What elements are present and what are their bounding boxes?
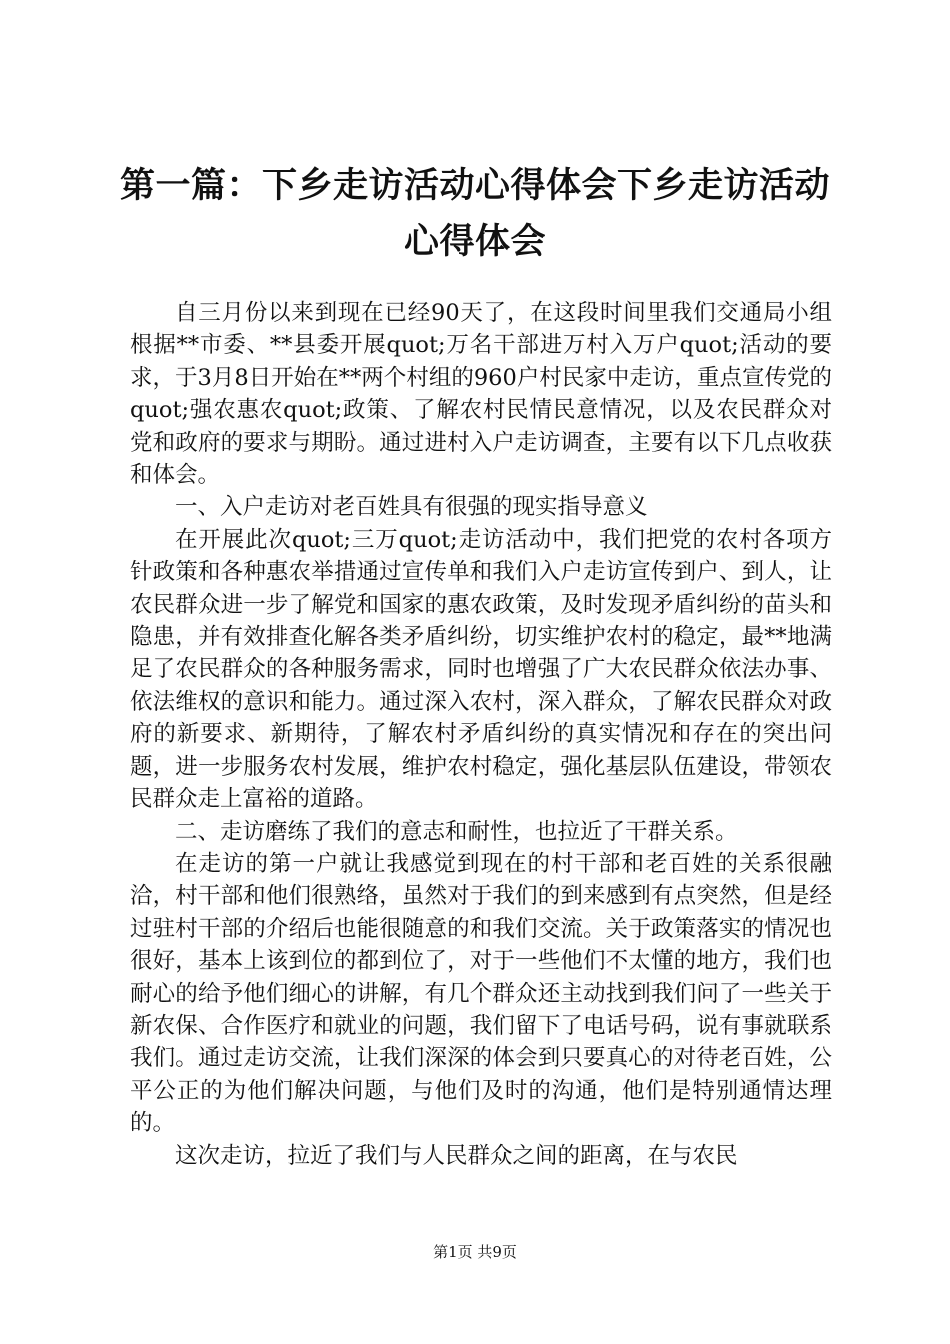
- document-body: [130, 297, 832, 1172]
- paragraph-continued: 这次走访，拉近了我们与人民群众之间的距离，在与农民: [175, 1142, 738, 1169]
- section-heading-2: 二、走访磨练了我们的意志和耐性，也拉近了干群关系。: [175, 818, 738, 845]
- page-footer: 第1页 共9页: [433, 1243, 517, 1261]
- paragraph-intro: 自三月份以来到现在已经90天了，在这段时间里我们交通局小组根据**市委、**县委开展quot;万名干部进万村入万户quot;活动的要求，于3月8日开始在**两个村组的960户村民家中走访，重点宣传党的quot;强农惠农quot;政策、了解农村民情民意情况，以及农民群众对党和政府的要求与期盼。通过进村入户走访调查，主要有以下几点收获和体会。: [130, 300, 832, 489]
- paragraph-section-2: 在走访的第一户就让我感觉到现在的村干部和老百姓的关系很融洽，村干部和他们很熟络，虽然对于我们的到来感到有点突然，但是经过驻村干部的介绍后也能很随意的和我们交流。关于政策落实的情况也很好，基本上该到位的都到位了，对于一些他们不太懂的地方，我们也耐心的给予他们细心的讲解，有几个群众还主动找到我们问了一些关于新农保、合作医疗和就业的问题，我们留下了电话号码，说有事就联系我们。通过走访交流，让我们深深的体会到只要真心的对待老百姓，公平公正的为他们解决问题，与他们及时的沟通，他们是特别通情达理的。: [130, 850, 832, 1137]
- section-heading-1: 一、入户走访对老百姓具有很强的现实指导意义: [175, 494, 648, 521]
- document-title: 第一篇：下乡走访活动心得体会下乡走访活动心得体会: [119, 166, 830, 262]
- paragraph-section-1: 在开展此次quot;三万quot;走访活动中，我们把党的农村各项方针政策和各种惠农举措通过宣传单和我们入户走访宣传到户、到人，让农民群众进一步了解党和国家的惠农政策，及时发现矛盾纠纷的苗头和隐患，并有效排查化解各类矛盾纠纷，切实维护农村的稳定，最**地满足了农民群众的各种服务需求，同时也增强了广大农民群众依法办事、依法维权的意识和能力。通过深入农村，深入群众，了解农民群众对政府的新要求、新期待，了解农村矛盾纠纷的真实情况和存在的突出问题，进一步服务农村发展，维护农村稳定，强化基层队伍建设，带领农民群众走上富裕的道路。: [130, 526, 832, 813]
